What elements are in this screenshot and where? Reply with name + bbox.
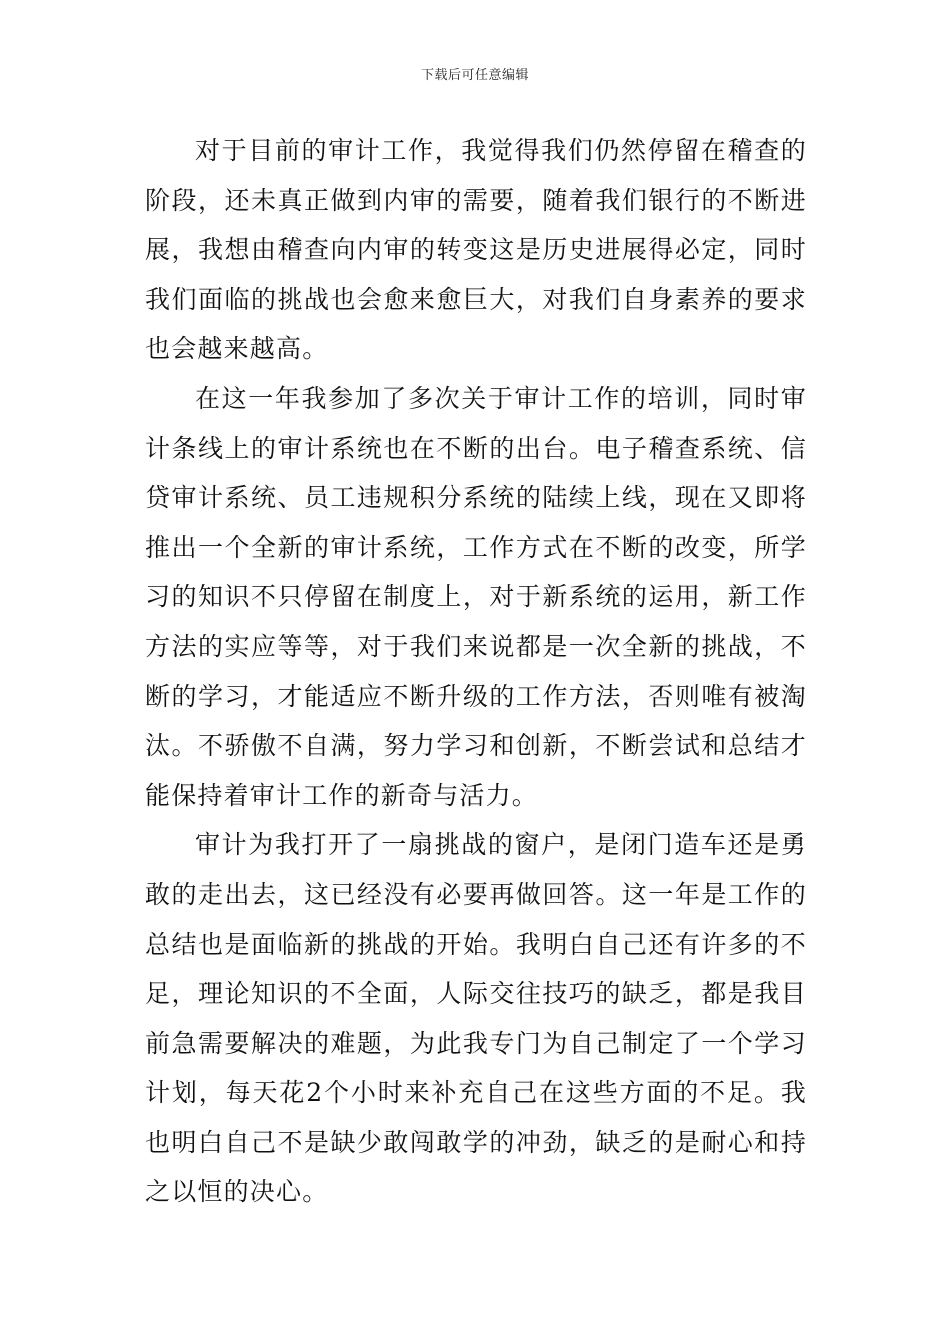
header-note: 下载后可任意编辑: [420, 68, 529, 83]
paragraph-3: 审计为我打开了一扇挑战的窗户，是闭门造车还是勇敢的走出去，这已经没有必要再做回答。这一年是工作的总结也是面临新的挑战的开始。我明白自己还有许多的不足，理论知识的不全面，人际交往技巧的缺乏，都是我目前急需要解决的难题，为此我专门为自己制定了一个学习计划，每天花2个小时来补充自己在这些方面的不足。我也明白自己不是缺少敢闯敢学的冲劲，缺乏的是耐心和持之以恒的决心。: [145, 830, 807, 1207]
document-body: [145, 126, 807, 1217]
paragraph-2: 在这一年我参加了多次关于审计工作的培训，同时审计条线上的审计系统也在不断的出台。电子稽查系统、信贷审计系统、员工违规积分系统的陆续上线，现在又即将推出一个全新的审计系统，工作方式在不断的改变，所学习的知识不只停留在制度上，对于新系统的运用，新工作方法的实应等等，对于我们来说都是一次全新的挑战，不断的学习，才能适应不断升级的工作方法，否则唯有被淘汰。不骄傲不自满，努力学习和创新，不断尝试和总结才能保持着审计工作的新奇与活力。: [145, 383, 807, 810]
paragraph-1: 对于目前的审计工作，我觉得我们仍然停留在稽查的阶段，还未真正做到内审的需要，随着我们银行的不断进展，我想由稽查向内审的转变这是历史进展得必定，同时我们面临的挑战也会愈来愈巨大，对我们自身素养的要求也会越来越高。: [145, 136, 807, 364]
